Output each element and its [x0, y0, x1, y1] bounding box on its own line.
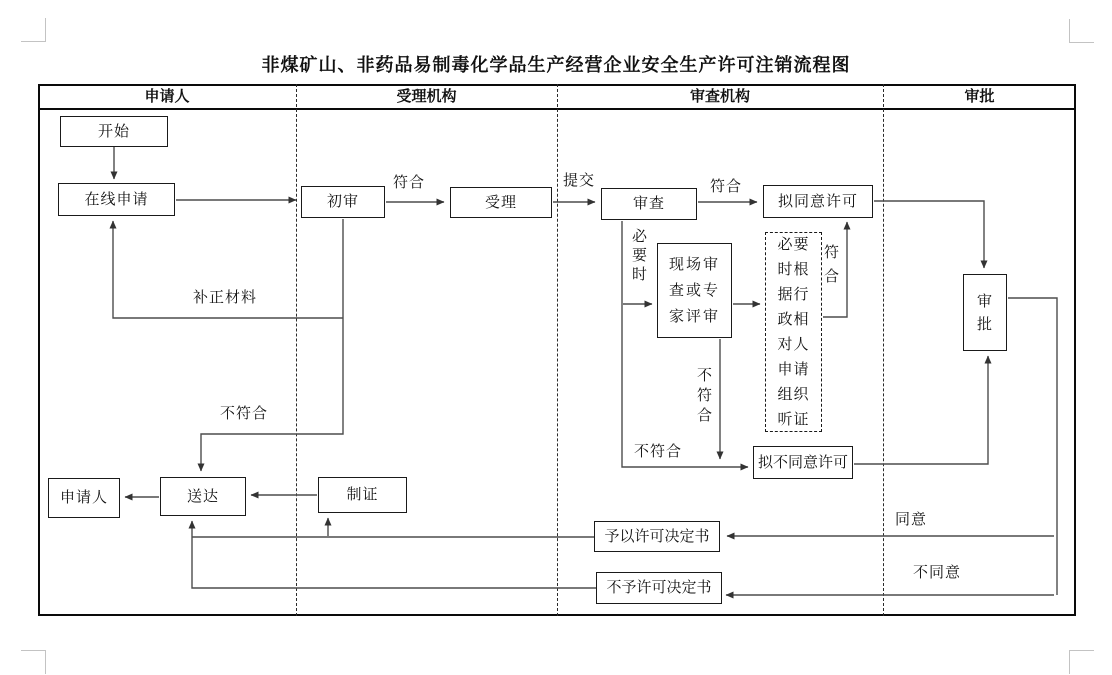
node-online-application: 在线申请: [58, 183, 175, 216]
edge-label-when-necessary: 必要时: [632, 228, 648, 283]
edge-label-not-conform-initial: 不符合: [220, 405, 269, 422]
node-hearing-when-necessary: 必要时根据行政相对人申请组织听证: [765, 232, 822, 432]
node-propose-approve-license: 拟同意许可: [763, 185, 873, 218]
node-applicant: 申请人: [48, 478, 120, 518]
node-certificate-making: 制证: [318, 477, 407, 513]
lane-header-accepting-agency: 受理机构: [396, 88, 457, 105]
edge-label-agree: 同意: [895, 511, 928, 528]
edge-label-submit: 提交: [563, 172, 596, 189]
node-review: 审查: [601, 188, 697, 220]
diagram-title: 非煤矿山、非药品易制毒化学品生产经营企业安全生产许可注销流程图: [261, 55, 851, 75]
node-approval: 审批: [963, 274, 1007, 351]
edge-label-conform-initial: 符合: [393, 174, 426, 191]
edge-label-conform-review: 符合: [710, 178, 743, 195]
node-grant-license-decision: 予以许可决定书: [594, 521, 720, 552]
edge-label-not-conform-site: 不符合: [697, 367, 713, 424]
lane-header-review-agency: 审查机构: [689, 88, 750, 105]
node-delivery: 送达: [160, 477, 246, 516]
node-initial-review: 初审: [301, 186, 385, 218]
edge-label-supplement-materials: 补正材料: [193, 289, 258, 306]
node-start: 开始: [60, 116, 168, 147]
edge-label-disagree: 不同意: [913, 564, 962, 581]
node-propose-deny-license: 拟不同意许可: [753, 446, 853, 479]
lane-header-applicant: 申请人: [144, 88, 190, 105]
lane-header-approval: 审批: [964, 88, 995, 105]
node-acceptance: 受理: [450, 187, 552, 218]
edge-label-conform-hearing: 符合: [824, 244, 840, 285]
node-site-review-or-expert-evaluation: 现场审查或专家评审: [657, 243, 732, 338]
edge-label-not-conform-review: 不符合: [634, 443, 683, 460]
node-deny-license-decision: 不予许可决定书: [596, 572, 722, 604]
